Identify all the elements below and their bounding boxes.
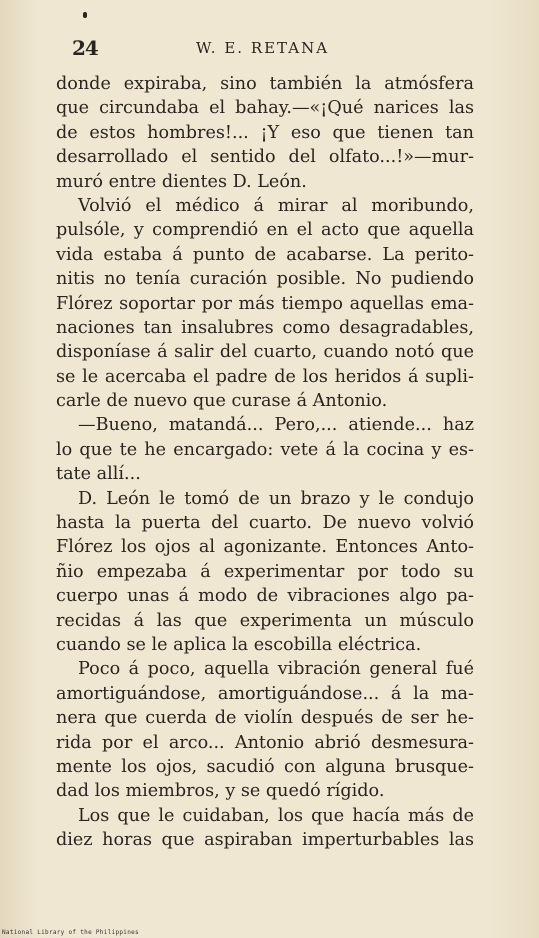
library-credit: National Library of the Philippines: [2, 929, 139, 936]
text-line: Los que le cuidaban, los que hacía más de: [78, 805, 474, 826]
text-line: se le acercaba el padre de los heridos á supli-: [56, 366, 474, 387]
text-line: naciones tan insalubres como desagradables,: [56, 317, 474, 338]
text-line: nera que cuerda de violín después de ser he-: [56, 708, 474, 729]
text-line: lo que te he encargado: vete á la cocina y es-: [56, 439, 474, 460]
text-line: D. León le tomó de un brazo y le condujo: [78, 488, 474, 509]
text-line: vida estaba á punto de acabarse. La perito-: [56, 244, 474, 265]
text-line: cuerpo unas á modo de vibraciones algo pa-: [56, 586, 474, 607]
text-line: Flórez los ojos al agonizante. Entonces Anto-: [56, 537, 474, 558]
text-line: rida por el arco... Antonio abrió desmesura-: [56, 732, 474, 753]
page-header: [72, 36, 482, 60]
text-line: amortiguándose, amortiguándose... á la ma-: [56, 683, 474, 704]
text-line: pulsóle, y comprendió en el acto que aquella: [56, 220, 474, 241]
text-line: carle de nuevo que curase á Antonio.: [56, 391, 388, 412]
text-line: Flórez soportar por más tiempo aquellas ema-: [56, 293, 474, 314]
text-line: cuando se le aplica la escobilla eléctrica.: [56, 634, 422, 655]
text-line: dad los miembros, y se quedó rígido.: [56, 781, 385, 802]
ink-spot: [83, 12, 87, 18]
text-line: que circundaba el bahay.—«¡Qué narices las: [56, 98, 474, 119]
text-line: Poco á poco, aquella vibración general fué: [78, 659, 474, 680]
text-line: disponíase á salir del cuarto, cuando notó que: [56, 342, 474, 363]
running-head: W. E. RETANA: [196, 39, 330, 57]
text-line: donde expiraba, sino también la atmósfera: [56, 74, 474, 94]
text-line: —Bueno, matandá... Pero,... atiende... haz: [78, 415, 474, 436]
text-line: Volvió el médico á mirar al moribundo,: [78, 195, 474, 216]
text-line: de estos hombres!... ¡Y eso que tienen tan: [56, 122, 474, 143]
text-line: recidas á las que experimenta un músculo: [56, 610, 474, 631]
text-line: diez horas que aspiraban imperturbables las: [56, 830, 474, 851]
text-line: ñio empezaba á experimentar por todo su: [56, 561, 474, 582]
text-line: hasta la puerta del cuarto. De nuevo volvió: [56, 513, 474, 534]
text-line: muró entre dientes D. León.: [56, 171, 307, 192]
body-text: [56, 72, 474, 853]
page-number: 24: [72, 36, 98, 60]
text-line: tate allí...: [56, 464, 141, 485]
text-line: mente los ojos, sacudió con alguna brusque-: [56, 756, 474, 777]
text-line: nitis no tenía curación posible. No pudiendo: [56, 269, 474, 290]
text-line: desarrollado el sentido del olfato...!»—mur-: [56, 147, 474, 168]
